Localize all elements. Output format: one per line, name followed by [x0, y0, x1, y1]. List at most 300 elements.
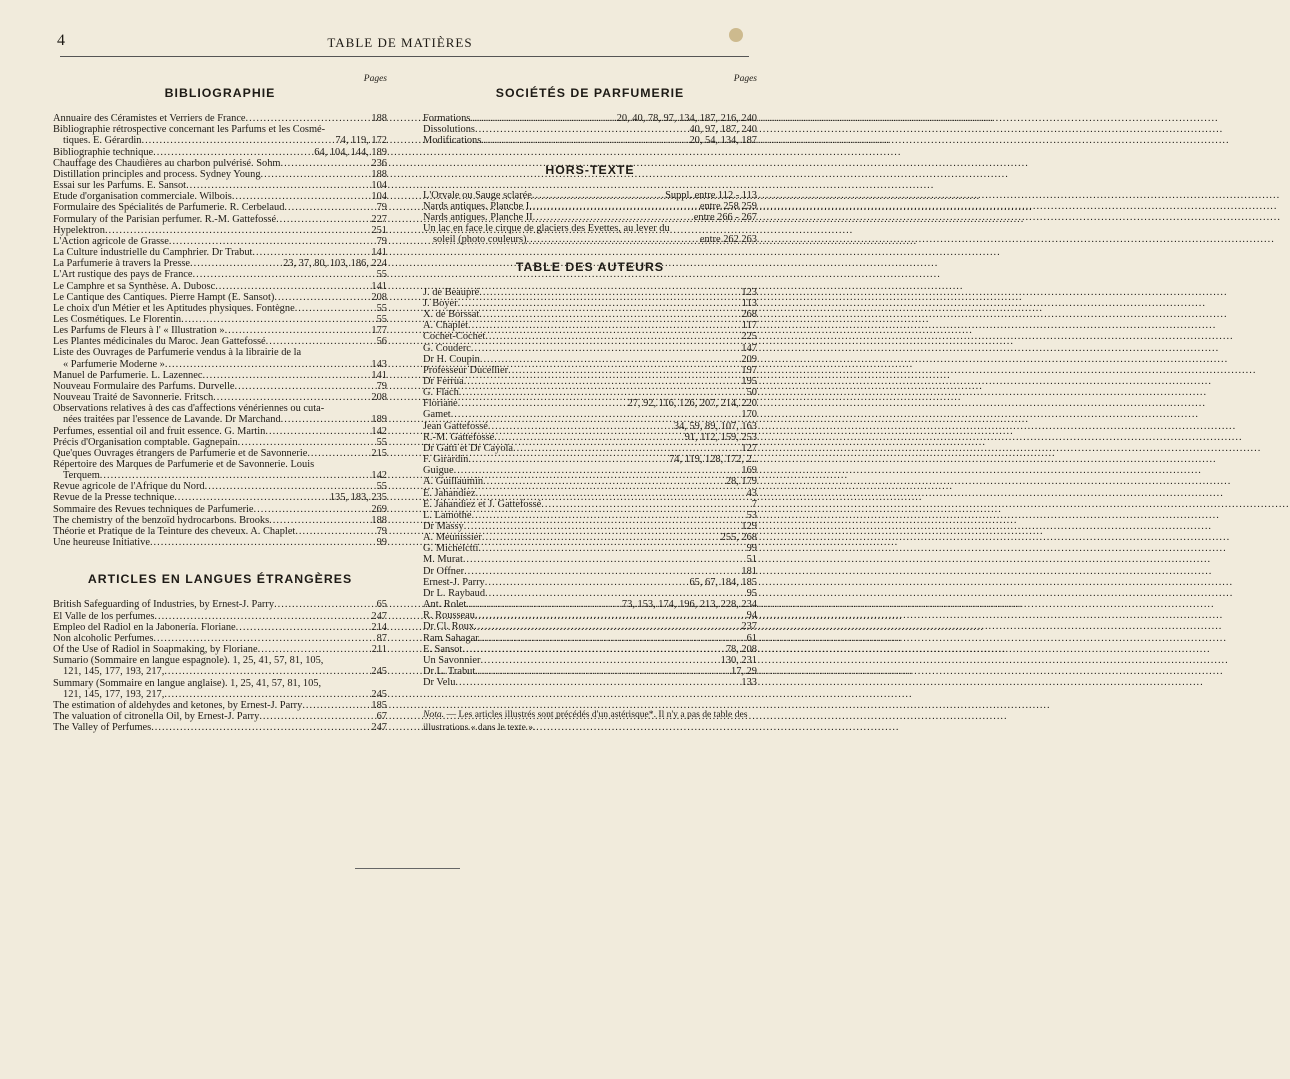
section-title: BIBLIOGRAPHIE — [164, 86, 276, 100]
entry-text: Summary (Sommaire en langue anglaise). 1, 25, 41, 57, 81, 105, — [53, 677, 322, 689]
toc-entry — [53, 644, 387, 655]
entry-pages: 40, 97, 187, 240 — [689, 124, 757, 136]
toc-entry — [53, 599, 387, 610]
entry-pages: 99 — [746, 543, 757, 555]
toc-entry — [423, 599, 757, 610]
entry-pages: 236 — [371, 157, 387, 169]
entry-pages: 245 — [371, 666, 387, 678]
toc-entry — [53, 225, 387, 236]
leader-dots — [105, 225, 369, 236]
toc-entry — [423, 621, 757, 632]
toc-entry — [53, 633, 387, 644]
toc-entry — [53, 611, 387, 622]
entry-pages: 143 — [371, 358, 387, 370]
leader-dots — [186, 180, 369, 191]
toc-entry — [53, 481, 387, 492]
toc-entry — [53, 504, 387, 515]
leader-dots — [483, 476, 724, 487]
toc-entry — [423, 566, 757, 577]
entry-pages: 123 — [741, 286, 757, 298]
toc-entry — [53, 492, 387, 503]
entry-pages: 79 — [376, 202, 387, 214]
entry-pages: 195 — [741, 375, 757, 387]
entry-pages: 78, 208 — [725, 643, 757, 655]
leader-dots — [151, 722, 369, 733]
entry-title: Sommaire des Revues techniques de Parfumerie — [53, 503, 254, 515]
leader-dots — [232, 191, 370, 202]
entry-title: L. Lamothe — [423, 509, 472, 521]
leader-dots — [284, 202, 374, 213]
leader-dots — [527, 234, 698, 245]
leader-dots — [261, 169, 370, 180]
toc-entry — [423, 510, 757, 521]
entry-pages: 225 — [741, 331, 757, 343]
entry-text: Sumario (Sommaire en langue espagnole). 1, 25, 41, 57, 81, 105, — [53, 655, 324, 667]
entry-pages: 20, 54, 134, 187 — [689, 135, 757, 147]
leader-dots — [533, 212, 692, 223]
leader-dots — [462, 644, 724, 655]
toc-entry — [53, 392, 387, 403]
entry-title: Ant. Rolet — [423, 599, 467, 611]
section-title: TABLE DES AUTEURS — [515, 259, 665, 274]
entry-title: Terquem — [63, 470, 100, 482]
entry-title: Revue de la Presse technique — [53, 492, 175, 504]
leader-dots — [307, 448, 369, 459]
leader-dots — [205, 481, 375, 492]
entry-pages: 185 — [371, 699, 387, 711]
toc-entry — [423, 677, 757, 688]
entry-title: Modifications — [423, 135, 482, 147]
leader-dots — [174, 492, 328, 503]
toc-entry — [423, 212, 757, 223]
entry-title: Une heureuse Initiative — [53, 537, 150, 549]
page-number: 4 — [57, 32, 65, 49]
leader-dots — [295, 526, 374, 537]
leader-dots — [215, 281, 369, 292]
leader-dots — [295, 303, 375, 314]
entry-pages: 51 — [746, 554, 757, 566]
section-title: ARTICLES EN LANGUES ÉTRANGÈRES — [87, 572, 353, 587]
entry-pages: 135, 183, 235 — [329, 492, 387, 504]
section-title: SOCIÉTÉS DE PARFUMERIE — [495, 86, 685, 100]
leader-dots — [485, 577, 688, 588]
entry-title: Revue agricole de l'Afrique du Nord — [53, 481, 205, 493]
toc-entry — [423, 190, 757, 201]
entry-pages: 28, 179 — [725, 476, 757, 488]
entry-title: Le Camphre et sa Synthèse. A. Dubosc — [53, 280, 216, 292]
entry-title: Guigue — [423, 465, 454, 477]
leader-dots — [482, 532, 719, 543]
entry-title: Dr Velu — [423, 677, 456, 689]
toc-entry — [423, 465, 757, 476]
entry-title: Bibliographie technique — [53, 146, 154, 158]
leader-dots — [153, 147, 312, 158]
toc-entry — [423, 298, 757, 309]
leader-dots — [485, 588, 745, 599]
pages-label: Pages — [733, 74, 757, 84]
entry-pages: 104 — [371, 180, 387, 192]
leader-dots — [475, 666, 729, 677]
entry-pages: 79 — [376, 380, 387, 392]
leader-dots — [276, 214, 369, 225]
leader-dots — [451, 409, 740, 420]
toc-entry — [53, 700, 387, 711]
entry-pages: 64, 104, 144, 189 — [314, 146, 387, 158]
leader-dots — [474, 621, 739, 632]
entry-title: Dr Cl. Roux — [423, 621, 475, 633]
left-column — [53, 74, 387, 733]
toc-entry — [53, 202, 387, 213]
entry-text: Observations relatives à des cas d'affections vénériennes ou cuta- — [53, 403, 325, 415]
entry-text: Un lac en face le cirque de glaciers des Evettes, au lever du — [423, 223, 670, 235]
entry-title: Manuel de Parfumerie. L. Lazennec — [53, 369, 203, 381]
entry-title: L'Art rustique des pays de France — [53, 269, 193, 281]
toc-entry — [423, 113, 757, 124]
toc-entry — [53, 448, 387, 459]
toc-entry — [423, 287, 757, 298]
toc-entry — [53, 269, 387, 280]
leader-dots — [508, 365, 739, 376]
entry-title: Ram Sahagar — [423, 632, 479, 644]
entry-pages: entre 266 - 267 — [693, 212, 757, 224]
toc-entry — [423, 532, 757, 543]
entry-pages: 95 — [746, 587, 757, 599]
toc-entry — [423, 124, 757, 135]
entry-title: J. de Beaupré — [423, 286, 480, 298]
section-title: HORS-TEXTE — [545, 162, 635, 177]
entry-pages: 55 — [376, 481, 387, 493]
leader-dots — [488, 421, 672, 432]
entry-pages: 117 — [741, 320, 757, 332]
entry-title: R. Rousseau — [423, 610, 475, 622]
leader-dots — [193, 269, 375, 280]
entry-title: A. Meunissier — [423, 532, 482, 544]
leader-dots — [466, 599, 620, 610]
toc-entry — [423, 666, 757, 677]
toc-entry — [423, 234, 757, 245]
entry-title: Dr Gatti et Dr Cayola — [423, 442, 514, 454]
leader-dots — [165, 359, 370, 370]
leader-dots — [480, 655, 718, 666]
entry-pages: 268 — [741, 309, 757, 321]
entry-title: El Valle de los perfumes — [53, 610, 155, 622]
leader-dots — [479, 309, 739, 320]
entry-title: nées traitées par l'essence de Lavande. Dr Marchand — [63, 414, 281, 426]
leader-dots — [476, 488, 745, 499]
entry-title: Les Plantes médicinales du Maroc. Jean Gattefossé — [53, 336, 266, 348]
leader-dots — [475, 124, 687, 135]
entry-pages: 17, 29 — [731, 666, 757, 678]
entry-pages: 74, 119, 172 — [335, 135, 387, 147]
entry-title: M. Murat — [423, 554, 463, 566]
entry-pages: 133 — [741, 677, 757, 689]
toc-entry — [53, 258, 387, 269]
leader-dots — [471, 510, 744, 521]
leader-dots — [471, 343, 740, 354]
entry-pages: 129 — [741, 521, 757, 532]
leader-dots — [164, 666, 369, 677]
entry-title: Nards antiques. Planche I — [423, 200, 530, 212]
leader-dots — [258, 644, 370, 655]
toc-entry — [423, 387, 757, 398]
footnote-label: Nota. — [423, 709, 445, 721]
leader-dots — [274, 292, 369, 303]
entry-pages: 27, 92, 116, 126, 207, 214, 220 — [627, 398, 757, 410]
entry-pages: 113 — [741, 297, 757, 309]
leader-dots — [479, 287, 739, 298]
entry-pages: 214 — [371, 621, 387, 633]
entry-title: British Safeguarding of Industries, by Ernest-J. Parry — [53, 599, 275, 611]
entry-title: 121, 145, 177, 193, 217, — [63, 666, 165, 678]
entry-pages: 211 — [371, 644, 387, 656]
entry-title: G. Michelctti — [423, 543, 479, 555]
entry-text: Répertoire des Marques de Parfumerie et de Savonnerie. Louis — [53, 459, 315, 470]
leader-dots — [181, 314, 374, 325]
leader-dots — [468, 454, 667, 465]
entry-title: Essai sur les Parfums. E. Sansot — [53, 180, 187, 192]
entry-pages: 87 — [376, 632, 387, 644]
toc-entry — [423, 376, 757, 387]
entry-title: soleil (photo couleurs) — [433, 234, 527, 246]
entry-pages: 215 — [371, 447, 387, 459]
entry-title: Le choix d'un Métier et les Aptitudes physiques. Fontègne — [53, 302, 295, 314]
entry-title: A. Chaplet — [423, 320, 469, 332]
entry-title: Empleo del Radiol en la Jabonería. Floriane — [53, 621, 236, 633]
entry-pages: 227 — [371, 213, 387, 225]
entry-pages: 142 — [371, 470, 387, 482]
leader-dots — [464, 376, 740, 387]
leader-dots — [280, 158, 369, 169]
entry-title: Jean Gattefossé — [423, 420, 488, 432]
entry-pages: entre 258 259 — [699, 200, 757, 212]
toc-entry — [423, 365, 757, 376]
entry-pages: 74, 119, 128, 172, 2.. — [669, 454, 757, 466]
entry-pages: 43 — [746, 487, 757, 499]
toc-entry — [423, 443, 757, 454]
footnote — [423, 708, 757, 734]
entry-pages: 127 — [741, 442, 757, 454]
leader-dots — [254, 504, 370, 515]
toc-entry — [423, 577, 757, 588]
entry-title: Professeur Ducellier — [423, 364, 509, 376]
toc-entry — [53, 314, 387, 325]
leader-dots — [100, 470, 370, 481]
toc-entry — [53, 689, 387, 700]
entry-title: The chemistry of the benzoïd hydrocarbons. Brooks — [53, 514, 270, 526]
entry-title: Dr Massy — [423, 521, 464, 532]
toc-entry — [423, 309, 757, 320]
entry-title: F. Girardin — [423, 454, 469, 466]
leader-dots — [246, 113, 370, 124]
entry-pages: 269 — [371, 503, 387, 515]
toc-entry — [423, 488, 757, 499]
entry-title: Ernest-J. Parry — [423, 576, 485, 588]
entry-title: The Valley of Perfumes — [53, 722, 152, 734]
toc-entry — [53, 666, 387, 677]
entry-pages: 181 — [741, 565, 757, 577]
leader-dots — [463, 554, 745, 565]
leader-dots — [281, 414, 370, 425]
toc-entry — [53, 381, 387, 392]
toc-entry — [53, 214, 387, 225]
leader-dots — [252, 247, 369, 258]
entry-title: Un Savonnier — [423, 654, 481, 666]
toc-entry — [423, 588, 757, 599]
toc-entry — [53, 180, 387, 191]
entry-title: Perfumes, essential oil and fruit essence. G. Martin — [53, 425, 266, 437]
leader-dots — [468, 320, 740, 331]
entry-pages: 170 — [741, 409, 757, 421]
toc-entry — [423, 476, 757, 487]
entry-title: Distillation principles and process. Sydney Young — [53, 168, 261, 180]
entry-pages: 169 — [741, 465, 757, 477]
entry-pages: 237 — [741, 621, 757, 633]
leader-dots — [532, 190, 663, 201]
entry-pages: 208 — [371, 291, 387, 303]
entry-title: Floriane — [423, 398, 458, 410]
leader-dots — [464, 566, 739, 577]
entry-pages: 188 — [371, 113, 387, 125]
toc-entry — [53, 292, 387, 303]
entry-title: E. Jahandiez et J. Gattefossé — [423, 498, 542, 510]
toc-entry — [53, 711, 387, 722]
toc-entry — [423, 499, 757, 510]
toc-entry — [53, 622, 387, 633]
entry-pages: 53 — [746, 509, 757, 521]
footnote-text: — Les articles illustrés sont précédés d'un astérisque*. Il n'y a pas de table des illustrations « dans le texte ». — [423, 709, 748, 734]
entry-pages: 91, 112, 159, 253 — [684, 431, 757, 443]
entry-title: Cochet-Cochet — [423, 331, 486, 343]
toc-entry — [53, 147, 387, 158]
toc-entry — [53, 191, 387, 202]
toc-entry — [53, 426, 387, 437]
entry-title: E. Sansot — [423, 643, 463, 655]
leader-dots — [494, 432, 682, 443]
toc-entry — [423, 135, 757, 146]
entry-pages: 208 — [371, 392, 387, 404]
entry-pages: 247 — [371, 722, 387, 734]
toc-entry — [53, 515, 387, 526]
entry-title: Les Parfums de Fleurs à l' « Illustration » — [53, 325, 225, 337]
toc-entry — [423, 432, 757, 443]
leader-dots — [485, 331, 739, 342]
entry-title: Formulaire des Spécialités de Parfumerie. R. Cerbelaud — [53, 202, 285, 214]
entry-pages: 55 — [376, 436, 387, 448]
entry-title: Nards antiques. Planche II — [423, 212, 533, 224]
leader-dots — [479, 633, 745, 644]
toc-entry — [423, 421, 757, 432]
entry-pages: 34, 59, 89, 107, 163 — [673, 420, 757, 432]
toc-entry — [423, 521, 757, 532]
leader-dots — [164, 689, 369, 700]
toc-entry — [53, 325, 387, 336]
toc-entry — [53, 135, 387, 146]
entry-pages: 79 — [376, 235, 387, 247]
toc-entry — [423, 331, 757, 342]
entry-pages: 73, 153, 174, 196, 213, 228, 234 — [621, 599, 757, 611]
leader-dots — [480, 354, 740, 365]
entry-pages: 99 — [376, 537, 387, 549]
leader-dots — [454, 465, 740, 476]
entry-pages: 55 — [376, 302, 387, 314]
entry-title: J. Boyer — [423, 297, 458, 309]
entry-title: Nouveau Traité de Savonnerie. Fritsch — [53, 392, 214, 404]
leader-dots — [266, 336, 375, 347]
entry-pages: 188 — [371, 514, 387, 526]
entry-title: Chauffage des Chaudières au charbon pulvérisé. Sohm — [53, 157, 281, 169]
entry-pages: 247 — [371, 610, 387, 622]
footer-rule — [355, 868, 460, 869]
entry-title: Formulary of the Parisian perfumer. R.-M. Gattefossé — [53, 213, 277, 225]
entry-pages: 251 — [371, 224, 387, 236]
entry-pages: 23, 37, 80, 103, 186, 224 — [283, 258, 387, 270]
leader-dots — [470, 113, 614, 124]
leader-dots — [213, 392, 369, 403]
entry-title: L'Action agricole de Grasse — [53, 235, 169, 247]
entry-title: Dr Ferrua — [423, 375, 464, 387]
toc-entry — [423, 354, 757, 365]
leader-dots — [202, 370, 369, 381]
header-rule — [60, 56, 749, 57]
toc-entry — [53, 526, 387, 537]
entry-pages: 141 — [371, 369, 387, 381]
entry-pages: 20, 40, 78, 97, 134, 187, 216, 240 — [616, 113, 757, 125]
toc-entry — [423, 633, 757, 644]
leader-dots — [478, 543, 744, 554]
toc-entry — [423, 201, 757, 212]
entry-pages: 209 — [741, 353, 757, 365]
leader-dots — [513, 443, 739, 454]
entry-pages: 177 — [371, 325, 387, 337]
leader-dots — [169, 236, 375, 247]
toc-entry — [423, 554, 757, 565]
entry-pages: 141 — [371, 280, 387, 292]
toc-entry — [53, 113, 387, 124]
leader-dots — [459, 387, 745, 398]
entry-title: Dr L. Trabut — [423, 666, 476, 678]
entry-title: A. Guillaumin — [423, 476, 484, 488]
entry-title: R.-M. Gattefossé — [423, 431, 495, 443]
entry-title: Nouveau Formulaire des Parfums. Durvelle — [53, 380, 235, 392]
entry-pages: 189 — [371, 414, 387, 426]
entry-pages: 79 — [376, 525, 387, 537]
entry-pages: 61 — [746, 632, 757, 644]
leader-dots — [458, 298, 740, 309]
entry-title: Of the Use of Radiol in Soapmaking, by Floriane — [53, 644, 258, 656]
leader-dots — [141, 135, 333, 146]
entry-title: L'Orvale ou Sauge sclarée — [423, 189, 532, 201]
leader-dots — [154, 611, 369, 622]
leader-dots — [458, 398, 626, 409]
entry-pages: 55 — [376, 269, 387, 281]
entry-pages: 56 — [376, 336, 387, 348]
entry-title: Annuaire des Céramistes et Verriers de France — [53, 113, 246, 125]
toc-entry — [53, 470, 387, 481]
toc-entry — [53, 359, 387, 370]
toc-entry — [423, 343, 757, 354]
leader-dots — [259, 711, 374, 722]
entry-pages: 50 — [746, 387, 757, 399]
entry-pages: 94 — [746, 610, 757, 622]
entry-title: X. de Borssat — [423, 309, 480, 321]
toc-entry — [423, 644, 757, 655]
leader-dots — [150, 537, 375, 548]
entry-title: Théorie et Pratique de la Teinture des cheveux. A. Chaplet — [53, 525, 296, 537]
entry-text: Bibliographie rétrospective concernant les Parfums et les Cosmé- — [53, 124, 326, 136]
entry-pages: 104 — [371, 191, 387, 203]
entry-title: Formations — [423, 113, 471, 125]
leader-dots — [265, 426, 369, 437]
